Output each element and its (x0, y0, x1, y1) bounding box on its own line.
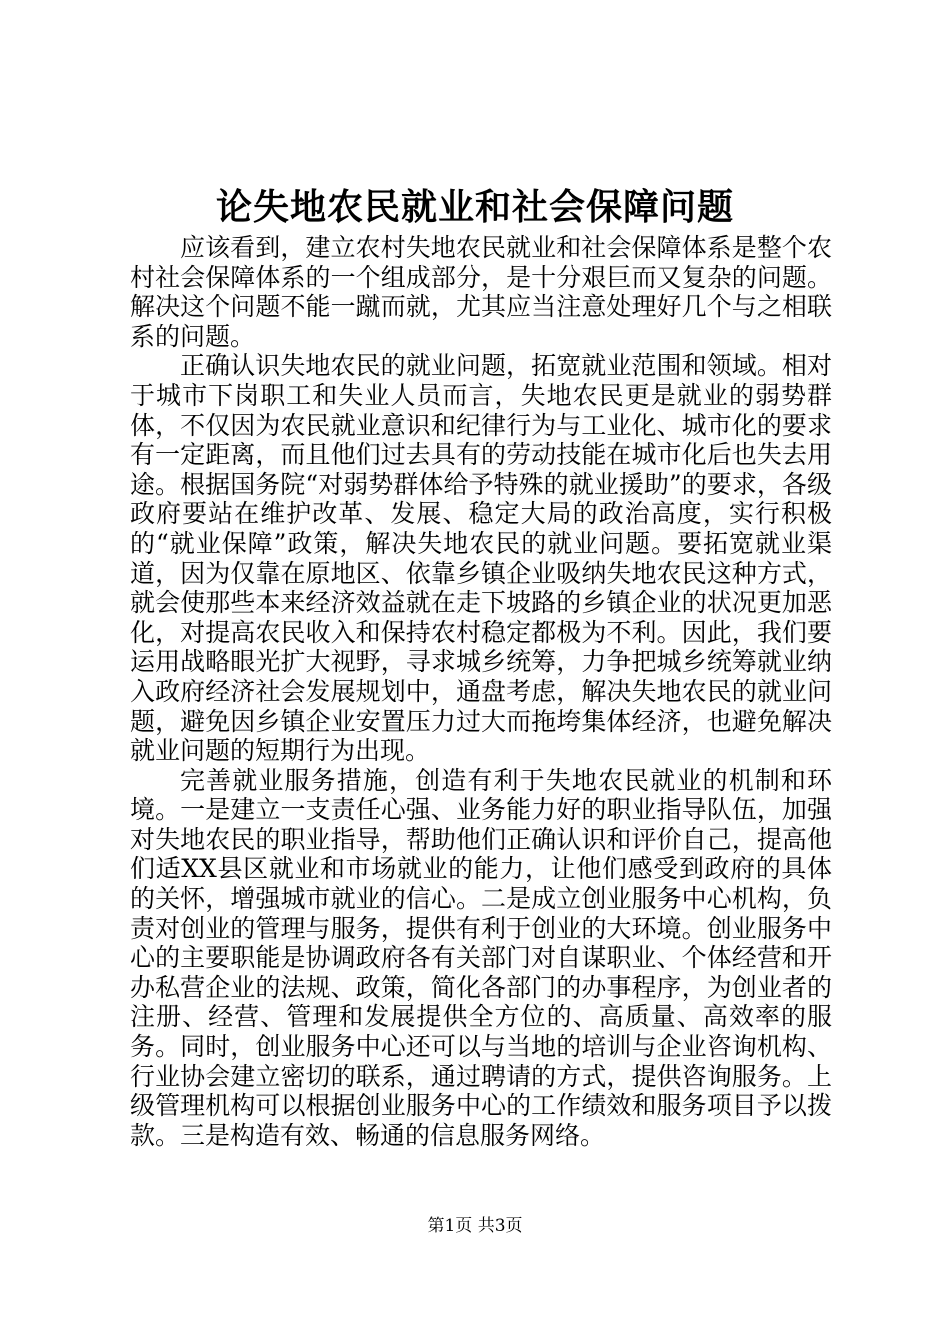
page-number-footer: 第1页 共3页 (427, 1216, 523, 1236)
paragraph-2: 正确认识失地农民的就业问题，拓宽就业范围和领域。相对于城市下岗职工和失业人员而言，失地农民更是就业的弱势群体，不仅因为农民就业意识和纪律行为与工业化、城市化的要求有一定距离，而且他们过去具有的劳动技能在城市化后也失去用途。根据国务院“对弱势群体给予特殊的就业援助”的要求，各级政府要站在维护改革、发展、稳定大局的政治高度，实行积极的“就业保障”政策，解决失地农民的就业问题。要拓宽就业渠道，因为仅靠在原地区、依靠乡镇企业吸纳失地农民这种方式，就会使那些本来经济效益就在走下坡路的乡镇企业的状况更加恶化，对提高农民收入和保持农村稳定都极为不利。因此，我们要运用战略眼光扩大视野，寻求城乡统筹，力争把城乡统筹就业纳入政府经济社会发展规划中，通盘考虑，解决失地农民的就业问题，避免因乡镇企业安置压力过大而拖垮集体经济，也避免解决就业问题的短期行为出现。 (130, 351, 832, 766)
document-title: 论失地农民就业和社会保障问题 (215, 186, 734, 228)
paragraph-1: 应该看到，建立农村失地农民就业和社会保障体系是整个农村社会保障体系的一个组成部分，是十分艰巨而又复杂的问题。解决这个问题不能一蹴而就，尤其应当注意处理好几个与之相联系的问题。 (130, 233, 832, 351)
paragraph-3: 完善就业服务措施，创造有利于失地农民就业的机制和环境。一是建立一支责任心强、业务能力好的职业指导队伍，加强对失地农民的职业指导，帮助他们正确认识和评价自己，提高他们适XX县区就业和市场就业的能力，让他们感受到政府的具体的关怀，增强城市就业的信心。二是成立创业服务中心机构，负责对创业的管理与服务，提供有利于创业的大环境。创业服务中心的主要职能是协调政府各有关部门对自谋职业、个体经营和开办私营企业的法规、政策，简化各部门的办事程序，为创业者的注册、经营、管理和发展提供全方位的、高质量、高效率的服务。同时，创业服务中心还可以与当地的培训与企业咨询机构、行业协会建立密切的联系，通过聘请的方式，提供咨询服务。上级管理机构可以根据创业服务中心的工作绩效和服务项目予以拨款。三是构造有效、畅通的信息服务网络。 (130, 765, 832, 1150)
document-body (130, 233, 832, 1150)
